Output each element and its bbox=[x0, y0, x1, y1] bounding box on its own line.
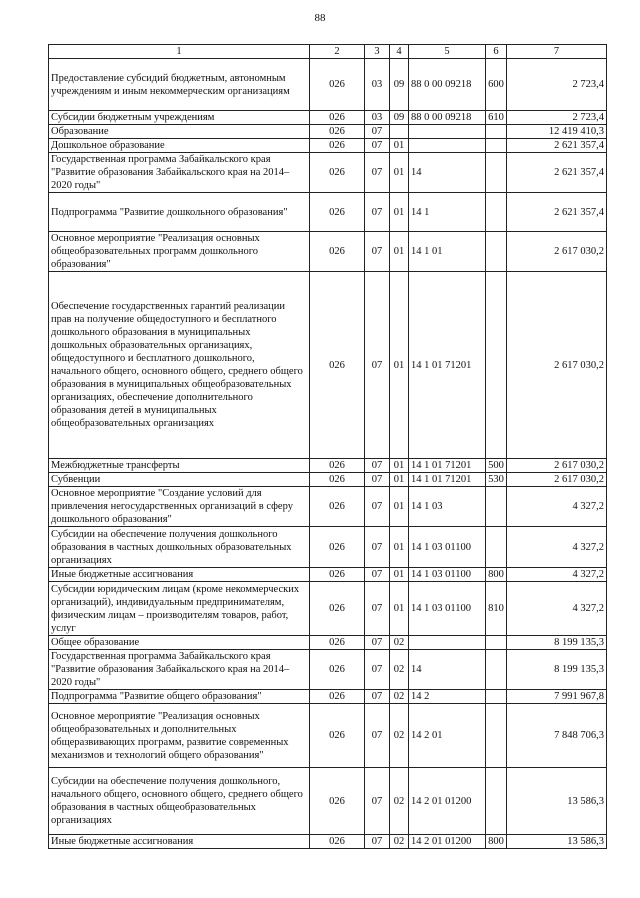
row-vr-cell bbox=[486, 650, 507, 690]
row-pr-cell: 09 bbox=[390, 59, 409, 111]
row-name-cell: Подпрограмма "Развитие общего образования" bbox=[49, 690, 310, 704]
row-sum-cell: 2 617 030,2 bbox=[507, 473, 607, 487]
row-pr-cell: 01 bbox=[390, 527, 409, 568]
row-name-cell: Иные бюджетные ассигнования bbox=[49, 568, 310, 582]
table-row bbox=[49, 272, 607, 459]
row-vr-cell: 810 bbox=[486, 582, 507, 636]
row-pr-cell: 01 bbox=[390, 139, 409, 153]
table-row bbox=[49, 768, 607, 835]
row-vr-cell bbox=[486, 527, 507, 568]
row-vedom-cell: 026 bbox=[310, 473, 365, 487]
table-row bbox=[49, 125, 607, 139]
row-vedom-cell: 026 bbox=[310, 125, 365, 139]
row-vedom-cell: 026 bbox=[310, 636, 365, 650]
row-pr-cell: 09 bbox=[390, 111, 409, 125]
row-sum-cell: 2 723,4 bbox=[507, 59, 607, 111]
row-vedom-cell: 026 bbox=[310, 650, 365, 690]
row-rz-cell: 07 bbox=[365, 193, 390, 232]
row-rz-cell: 03 bbox=[365, 111, 390, 125]
row-rz-cell: 07 bbox=[365, 582, 390, 636]
row-pr-cell: 02 bbox=[390, 835, 409, 849]
row-csr-cell: 14 1 03 01100 bbox=[409, 582, 486, 636]
row-csr-cell: 88 0 00 09218 bbox=[409, 111, 486, 125]
row-rz-cell: 07 bbox=[365, 459, 390, 473]
row-csr-cell: 14 bbox=[409, 153, 486, 193]
row-pr-cell: 02 bbox=[390, 650, 409, 690]
row-vedom-cell: 026 bbox=[310, 704, 365, 768]
row-vr-cell bbox=[486, 487, 507, 527]
row-rz-cell: 07 bbox=[365, 232, 390, 272]
row-csr-cell: 14 1 bbox=[409, 193, 486, 232]
row-vr-cell bbox=[486, 272, 507, 459]
row-rz-cell: 07 bbox=[365, 704, 390, 768]
row-csr-cell: 14 1 01 71201 bbox=[409, 459, 486, 473]
table-body bbox=[49, 59, 607, 849]
table-row bbox=[49, 636, 607, 650]
row-vr-cell bbox=[486, 193, 507, 232]
row-pr-cell: 01 bbox=[390, 473, 409, 487]
row-vr-cell bbox=[486, 704, 507, 768]
row-vr-cell: 610 bbox=[486, 111, 507, 125]
row-vr-cell: 500 bbox=[486, 459, 507, 473]
row-csr-cell: 14 1 03 bbox=[409, 487, 486, 527]
table-row bbox=[49, 487, 607, 527]
row-vedom-cell: 026 bbox=[310, 232, 365, 272]
row-vedom-cell: 026 bbox=[310, 582, 365, 636]
table-row bbox=[49, 527, 607, 568]
row-name-cell: Дошкольное образование bbox=[49, 139, 310, 153]
row-rz-cell: 07 bbox=[365, 636, 390, 650]
row-vr-cell bbox=[486, 636, 507, 650]
row-name-cell: Субсидии юридическим лицам (кроме некоммерческих организаций), индивидуальным предпринимателям, физическим лицам – производителям товаров, работ, услуг bbox=[49, 582, 310, 636]
row-vr-cell: 800 bbox=[486, 568, 507, 582]
row-name-cell: Государственная программа Забайкальского края "Развитие образования Забайкальского края на 2014–2020 годы" bbox=[49, 153, 310, 193]
row-vedom-cell: 026 bbox=[310, 459, 365, 473]
row-sum-cell: 8 199 135,3 bbox=[507, 636, 607, 650]
row-name-cell: Субсидии на обеспечение получения дошкольного, начального общего, основного общего, среднего общего образования в частных общеобразовательных организациях bbox=[49, 768, 310, 835]
row-csr-cell: 14 2 01 01200 bbox=[409, 768, 486, 835]
row-pr-cell: 01 bbox=[390, 582, 409, 636]
row-sum-cell: 2 617 030,2 bbox=[507, 232, 607, 272]
table-row bbox=[49, 835, 607, 849]
row-sum-cell: 2 621 357,4 bbox=[507, 139, 607, 153]
row-sum-cell: 2 621 357,4 bbox=[507, 193, 607, 232]
column-header: 1 bbox=[49, 45, 310, 59]
row-pr-cell: 02 bbox=[390, 636, 409, 650]
row-name-cell: Государственная программа Забайкальского края "Развитие образования Забайкальского края на 2014–2020 годы" bbox=[49, 650, 310, 690]
row-sum-cell: 12 419 410,3 bbox=[507, 125, 607, 139]
table-row bbox=[49, 153, 607, 193]
row-rz-cell: 07 bbox=[365, 272, 390, 459]
row-rz-cell: 07 bbox=[365, 768, 390, 835]
column-header: 7 bbox=[507, 45, 607, 59]
row-vr-cell bbox=[486, 153, 507, 193]
table-row bbox=[49, 650, 607, 690]
row-vedom-cell: 026 bbox=[310, 59, 365, 111]
column-header: 6 bbox=[486, 45, 507, 59]
row-vr-cell bbox=[486, 139, 507, 153]
row-vedom-cell: 026 bbox=[310, 139, 365, 153]
row-rz-cell: 07 bbox=[365, 568, 390, 582]
row-pr-cell: 02 bbox=[390, 768, 409, 835]
row-name-cell: Основное мероприятие "Реализация основных общеобразовательных программ дошкольного образования" bbox=[49, 232, 310, 272]
row-vr-cell bbox=[486, 768, 507, 835]
row-name-cell: Образование bbox=[49, 125, 310, 139]
row-rz-cell: 07 bbox=[365, 527, 390, 568]
table-row bbox=[49, 690, 607, 704]
table-header-row bbox=[49, 45, 607, 59]
row-rz-cell: 07 bbox=[365, 487, 390, 527]
row-sum-cell: 4 327,2 bbox=[507, 487, 607, 527]
row-csr-cell bbox=[409, 636, 486, 650]
row-sum-cell: 4 327,2 bbox=[507, 527, 607, 568]
row-vr-cell bbox=[486, 690, 507, 704]
row-sum-cell: 2 617 030,2 bbox=[507, 459, 607, 473]
row-sum-cell: 13 586,3 bbox=[507, 835, 607, 849]
row-csr-cell: 14 2 01 01200 bbox=[409, 835, 486, 849]
row-rz-cell: 07 bbox=[365, 473, 390, 487]
row-vedom-cell: 026 bbox=[310, 527, 365, 568]
column-header: 5 bbox=[409, 45, 486, 59]
row-vr-cell bbox=[486, 125, 507, 139]
row-csr-cell: 14 1 01 bbox=[409, 232, 486, 272]
row-name-cell: Иные бюджетные ассигнования bbox=[49, 835, 310, 849]
row-sum-cell: 7 848 706,3 bbox=[507, 704, 607, 768]
row-rz-cell: 07 bbox=[365, 650, 390, 690]
row-pr-cell: 01 bbox=[390, 568, 409, 582]
table-row bbox=[49, 704, 607, 768]
row-pr-cell: 01 bbox=[390, 487, 409, 527]
row-name-cell: Субвенции bbox=[49, 473, 310, 487]
row-csr-cell: 14 1 01 71201 bbox=[409, 272, 486, 459]
table-row bbox=[49, 568, 607, 582]
row-name-cell: Общее образование bbox=[49, 636, 310, 650]
row-name-cell: Основное мероприятие "Реализация основных общеобразовательных и дополнительных общеразвивающих программ, развитие современных механизмов и технологий общего образования" bbox=[49, 704, 310, 768]
row-name-cell: Подпрограмма "Развитие дошкольного образования" bbox=[49, 193, 310, 232]
row-pr-cell bbox=[390, 125, 409, 139]
row-vr-cell: 530 bbox=[486, 473, 507, 487]
row-rz-cell: 07 bbox=[365, 690, 390, 704]
column-header: 3 bbox=[365, 45, 390, 59]
row-csr-cell: 88 0 00 09218 bbox=[409, 59, 486, 111]
row-vedom-cell: 026 bbox=[310, 568, 365, 582]
table-row bbox=[49, 59, 607, 111]
row-vedom-cell: 026 bbox=[310, 690, 365, 704]
row-vedom-cell: 026 bbox=[310, 835, 365, 849]
row-rz-cell: 07 bbox=[365, 139, 390, 153]
row-rz-cell: 07 bbox=[365, 153, 390, 193]
row-csr-cell: 14 bbox=[409, 650, 486, 690]
budget-table bbox=[48, 44, 607, 849]
row-csr-cell: 14 1 03 01100 bbox=[409, 527, 486, 568]
row-sum-cell: 4 327,2 bbox=[507, 582, 607, 636]
column-header: 4 bbox=[390, 45, 409, 59]
table-row bbox=[49, 582, 607, 636]
row-vedom-cell: 026 bbox=[310, 272, 365, 459]
table-row bbox=[49, 193, 607, 232]
row-name-cell: Субсидии на обеспечение получения дошкольного образования в частных дошкольных образовательных организациях bbox=[49, 527, 310, 568]
column-header: 2 bbox=[310, 45, 365, 59]
row-pr-cell: 02 bbox=[390, 690, 409, 704]
row-vedom-cell: 026 bbox=[310, 768, 365, 835]
row-sum-cell: 4 327,2 bbox=[507, 568, 607, 582]
row-pr-cell: 01 bbox=[390, 153, 409, 193]
table-row bbox=[49, 139, 607, 153]
page-number: 88 bbox=[314, 12, 326, 24]
row-rz-cell: 07 bbox=[365, 125, 390, 139]
table-row bbox=[49, 473, 607, 487]
row-name-cell: Основное мероприятие "Создание условий для привлечения негосударственных организаций в сферу дошкольного образования" bbox=[49, 487, 310, 527]
row-csr-cell bbox=[409, 139, 486, 153]
row-pr-cell: 01 bbox=[390, 193, 409, 232]
row-csr-cell: 14 2 bbox=[409, 690, 486, 704]
row-vr-cell: 600 bbox=[486, 59, 507, 111]
table-row bbox=[49, 459, 607, 473]
row-csr-cell: 14 1 03 01100 bbox=[409, 568, 486, 582]
row-rz-cell: 03 bbox=[365, 59, 390, 111]
row-vr-cell bbox=[486, 232, 507, 272]
row-sum-cell: 2 617 030,2 bbox=[507, 272, 607, 459]
row-vedom-cell: 026 bbox=[310, 487, 365, 527]
row-sum-cell: 8 199 135,3 bbox=[507, 650, 607, 690]
row-csr-cell: 14 2 01 bbox=[409, 704, 486, 768]
row-sum-cell: 7 991 967,8 bbox=[507, 690, 607, 704]
table-row bbox=[49, 111, 607, 125]
row-name-cell: Обеспечение государственных гарантий реализации прав на получение общедоступного и бесплатного дошкольного образования в муниципальных дошкольных образовательных организациях, общедоступного и бесплатного дошкольного, начального общего, основного общего, среднего общего образования в муниципальных общеобразовательных организациях, обеспечение дополнительного образования детей в муниципальных общеобразовательных организациях bbox=[49, 272, 310, 459]
row-name-cell: Предоставление субсидий бюджетным, автономным учреждениям и иным некоммерческим организациям bbox=[49, 59, 310, 111]
row-pr-cell: 01 bbox=[390, 232, 409, 272]
row-rz-cell: 07 bbox=[365, 835, 390, 849]
row-sum-cell: 13 586,3 bbox=[507, 768, 607, 835]
row-sum-cell: 2 621 357,4 bbox=[507, 153, 607, 193]
row-csr-cell: 14 1 01 71201 bbox=[409, 473, 486, 487]
row-pr-cell: 01 bbox=[390, 459, 409, 473]
row-pr-cell: 02 bbox=[390, 704, 409, 768]
row-vedom-cell: 026 bbox=[310, 193, 365, 232]
table-row bbox=[49, 232, 607, 272]
row-vedom-cell: 026 bbox=[310, 153, 365, 193]
row-pr-cell: 01 bbox=[390, 272, 409, 459]
row-csr-cell bbox=[409, 125, 486, 139]
row-vedom-cell: 026 bbox=[310, 111, 365, 125]
row-name-cell: Межбюджетные трансферты bbox=[49, 459, 310, 473]
row-sum-cell: 2 723,4 bbox=[507, 111, 607, 125]
row-name-cell: Субсидии бюджетным учреждениям bbox=[49, 111, 310, 125]
row-vr-cell: 800 bbox=[486, 835, 507, 849]
